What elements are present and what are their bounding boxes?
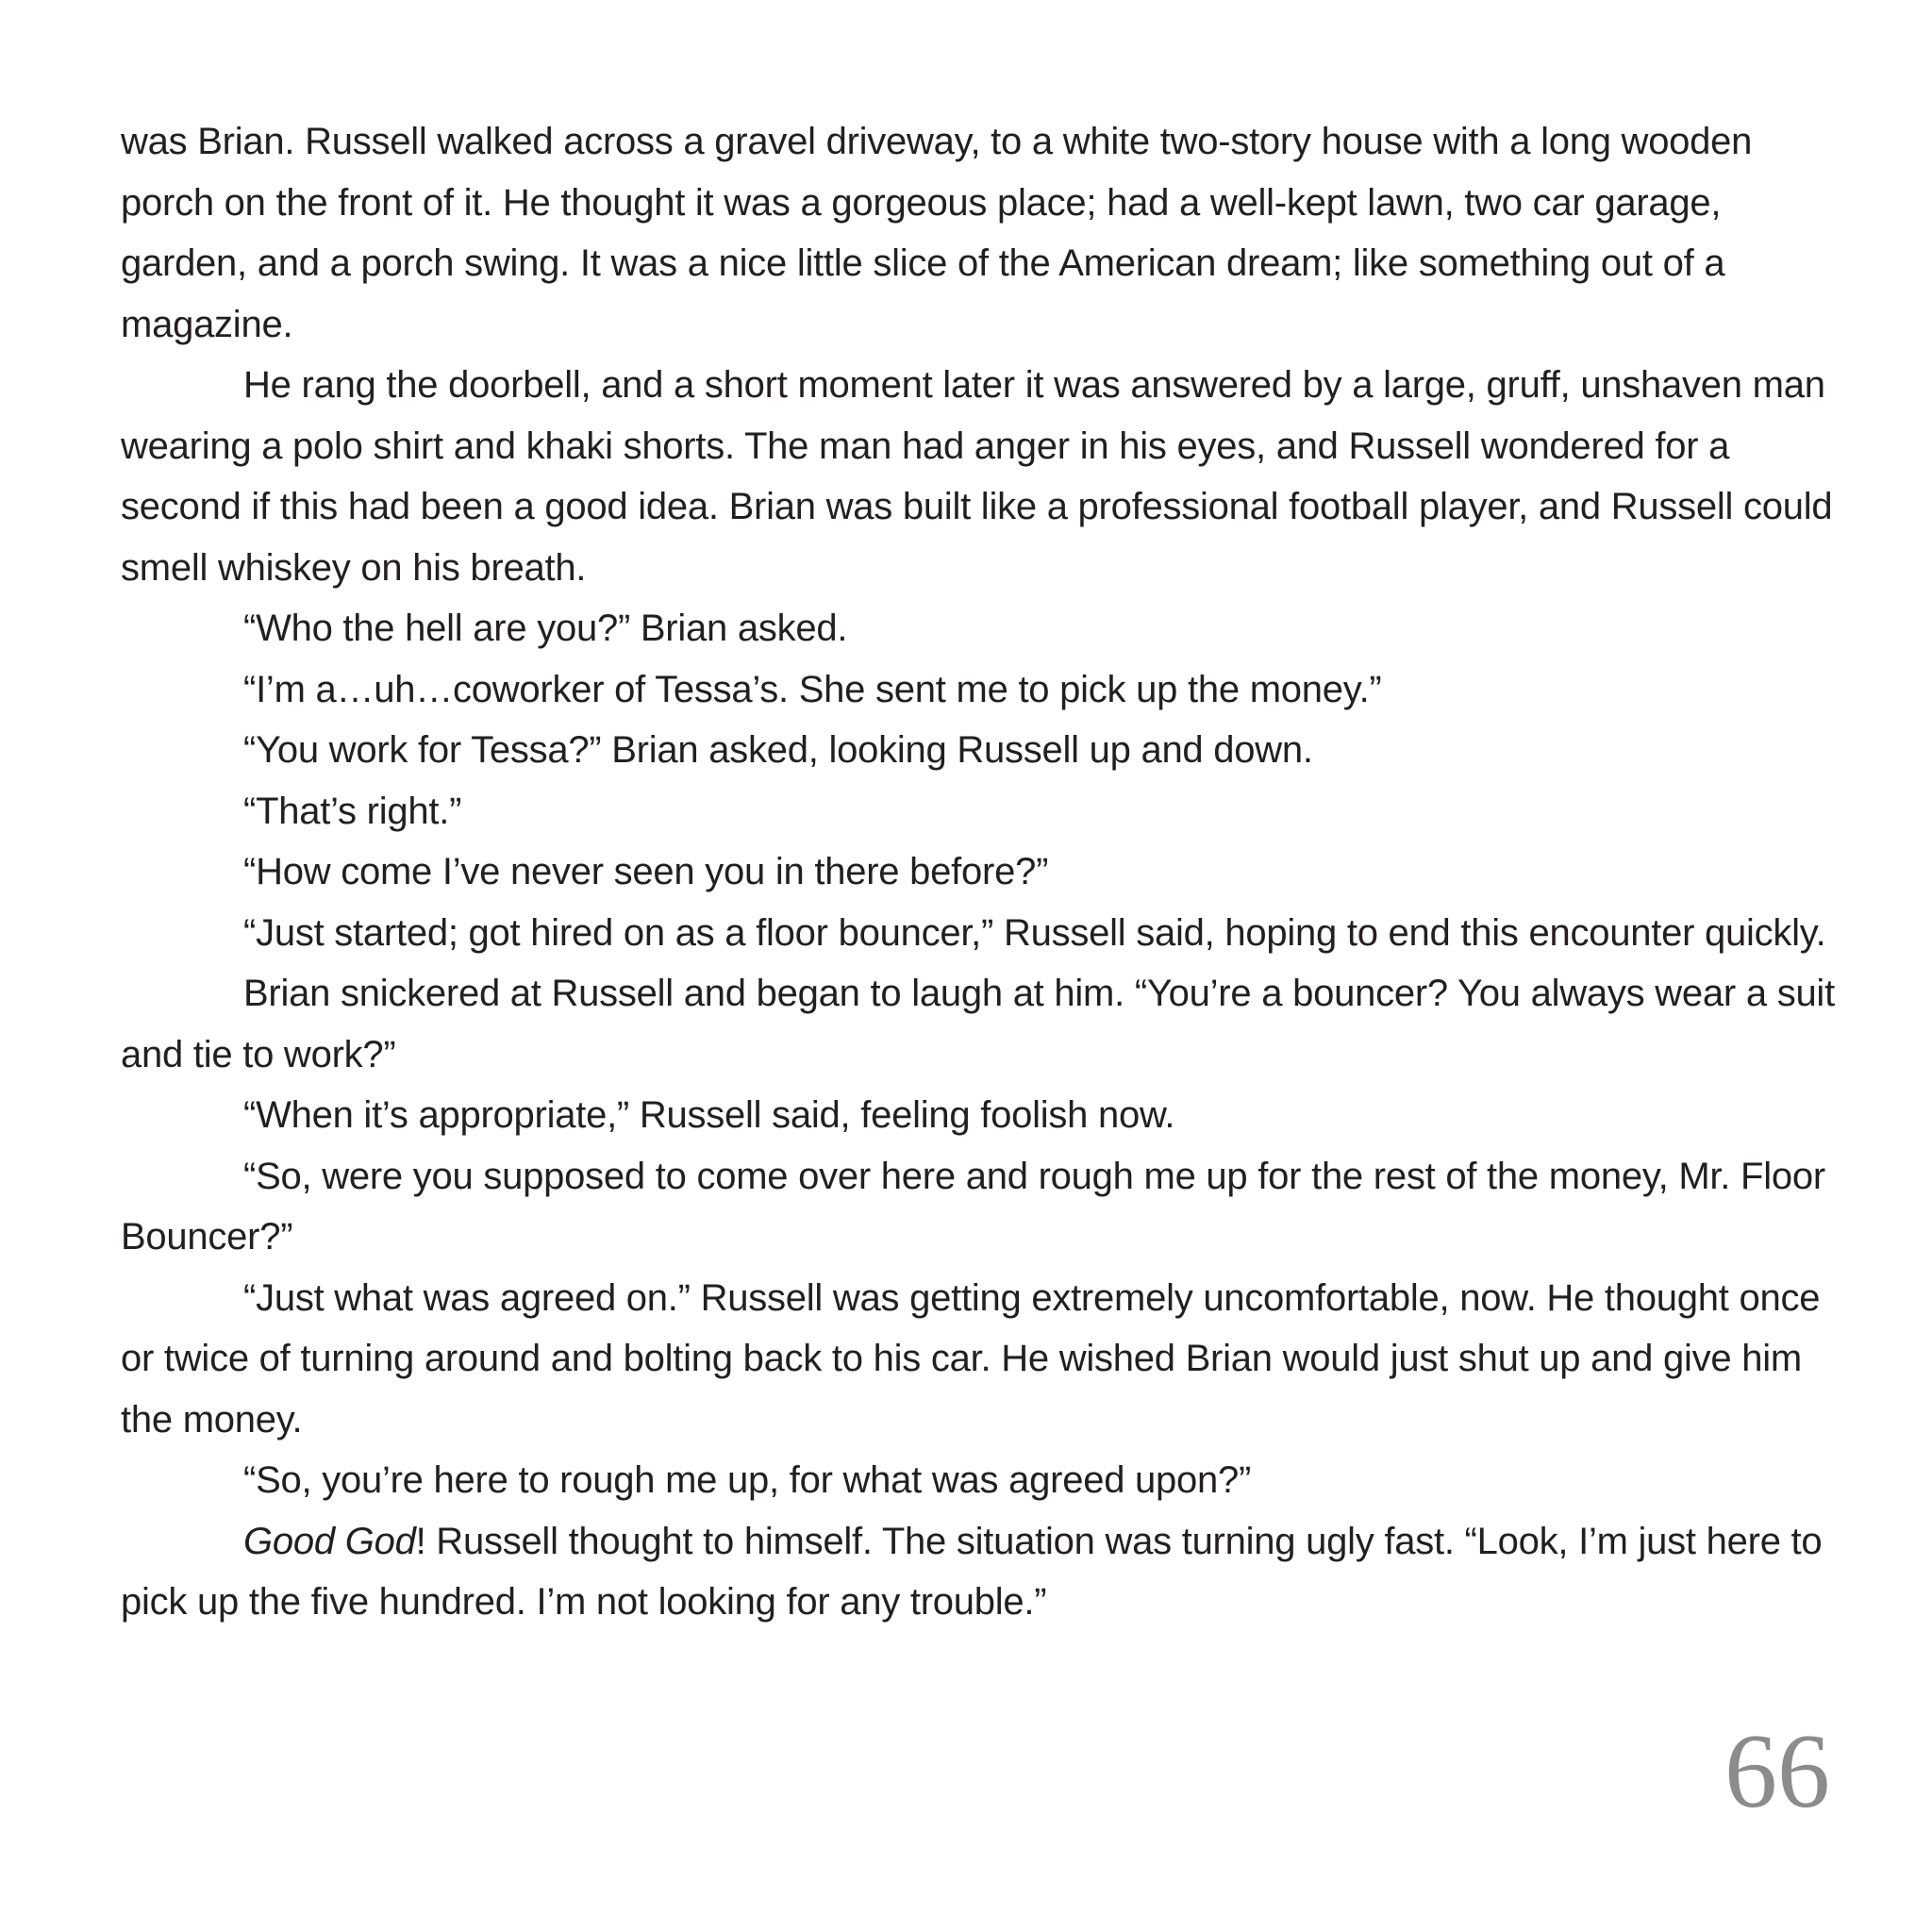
paragraph-text: Brian snickered at Russell and began to laugh at him. “You’re a bouncer? You always wear a suit and tie to work?” (121, 973, 1835, 1075)
paragraph-text: was Brian. Russell walked across a gravel driveway, to a white two-story house with a long wooden porch on the front of it. He thought it was a gorgeous place; had a well-kept lawn, two car garage, garden, and a porch swing. It was a nice little slice of the American dream; like something out of a magazine. (121, 121, 1753, 345)
paragraph-text: “That’s right.” (243, 790, 462, 832)
paragraph-text: “You work for Tessa?” Brian asked, looking Russell up and down. (243, 729, 1313, 771)
paragraph-text: “I’m a…uh…coworker of Tessa’s. She sent me to pick up the money.” (243, 668, 1382, 710)
paragraph-text: “So, you’re here to rough me up, for what was agreed upon?” (243, 1459, 1252, 1501)
paragraph-text: “Just what was agreed on.” Russell was getting extremely uncomfortable, now. He thought once or twice of turning around and bolting back to his car. He wished Brian would just shut up and give him the money. (121, 1276, 1821, 1441)
italic-thought: Good God (243, 1520, 416, 1562)
dialogue-line (121, 1146, 1838, 1268)
dialogue-line (121, 1450, 1838, 1511)
paragraph-text: “Just started; got hired on as a floor bouncer,” Russell said, hoping to end this encounter quickly. (243, 911, 1826, 954)
paragraph-text: “Who the hell are you?” Brian asked. (243, 608, 848, 649)
dialogue-line (121, 720, 1838, 781)
paragraph-text: “So, were you supposed to come over here and rough me up for the rest of the money, Mr. Floor Bouncer?” (121, 1155, 1825, 1257)
paragraph (121, 963, 1838, 1085)
paragraph-text: “When it’s appropriate,” Russell said, feeling foolish now. (243, 1094, 1175, 1136)
dialogue-line (121, 781, 1838, 842)
page-body (121, 111, 1838, 1633)
page-number: 66 (1724, 1713, 1830, 1830)
paragraph (121, 355, 1838, 598)
dialogue-line (121, 841, 1838, 903)
dialogue-line (121, 659, 1838, 721)
paragraph-text: “How come I’ve never seen you in there before?” (243, 851, 1049, 892)
paragraph-text: ! Russell thought to himself. The situation was turning ugly fast. “Look, I’m just here to pick up the five hundred. I’m not looking for any trouble.” (121, 1520, 1823, 1623)
paragraph (121, 1511, 1838, 1633)
dialogue-line (121, 1085, 1838, 1146)
paragraph (121, 1268, 1838, 1451)
dialogue-line (121, 903, 1838, 964)
paragraph (121, 111, 1838, 355)
paragraph-text: He rang the doorbell, and a short moment later it was answered by a large, gruff, unshaven man wearing a polo shirt and khaki shorts. The man had anger in his eyes, and Russell wondered for a second if this had been a good idea. Brian was built like a professional football player, and Russell could smell whiskey on his breath. (121, 364, 1833, 589)
dialogue-line (121, 598, 1838, 659)
